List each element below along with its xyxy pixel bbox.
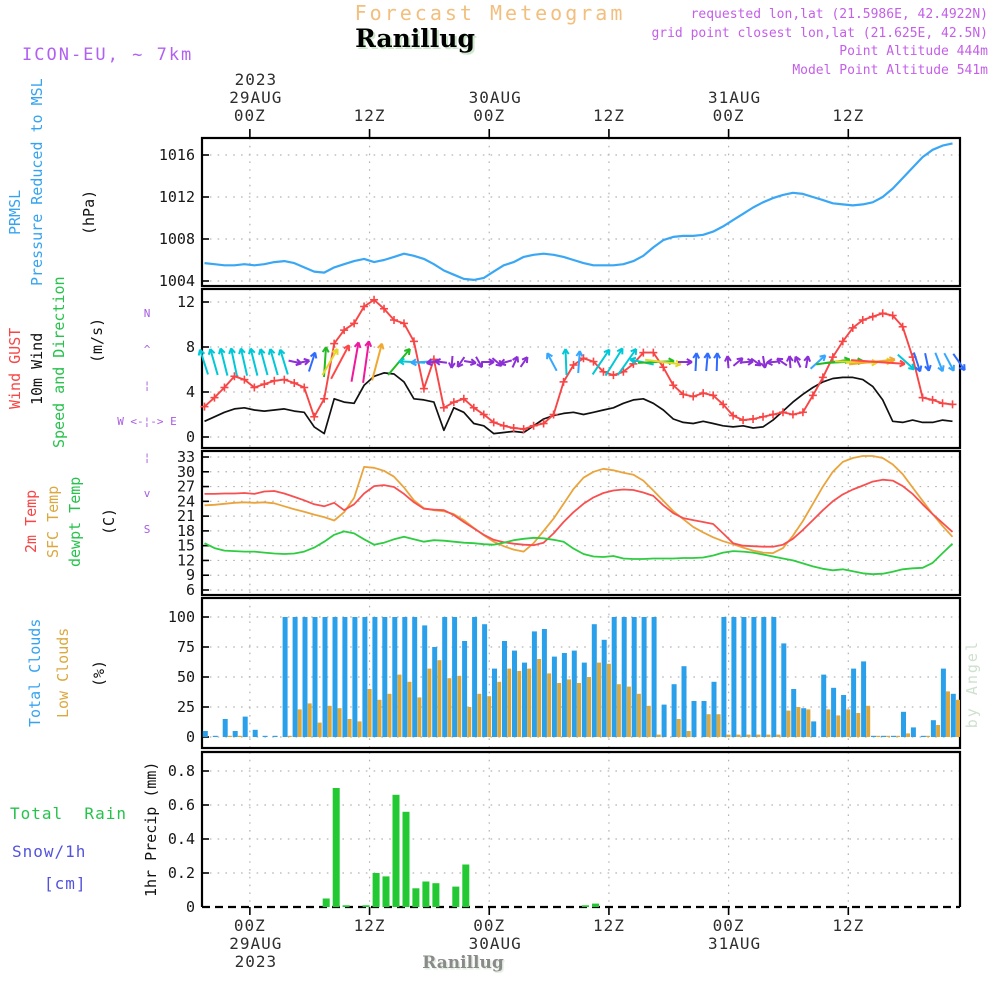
top-hour-label: 00Z	[473, 106, 506, 125]
svg-text:8: 8	[185, 338, 195, 356]
svg-text:1012: 1012	[158, 188, 195, 206]
precip-snow-label: Snow/1h	[12, 842, 87, 861]
bottom-day-label: 30AUG	[468, 934, 522, 953]
svg-text:75: 75	[176, 638, 195, 656]
svg-text:12: 12	[176, 293, 195, 311]
top-day-label: 30AUG	[468, 88, 522, 107]
top-day-label: 31AUG	[708, 88, 762, 107]
top-hour-label: 12Z	[832, 106, 865, 125]
svg-text:0.4: 0.4	[167, 830, 195, 848]
temp-dewpt-label: dewpt Temp	[66, 476, 84, 567]
compass-arrow-up-icon: ^	[143, 343, 151, 356]
model-point-altitude: Model Point Altitude 541m	[792, 62, 988, 78]
top-hour-label: 00Z	[712, 106, 745, 125]
svg-text:24: 24	[176, 492, 195, 511]
page-title: Forecast Meteogram	[354, 1, 626, 25]
svg-text:0: 0	[185, 728, 195, 746]
bottom-day-label: 31AUG	[708, 934, 762, 953]
svg-text:27: 27	[176, 477, 195, 496]
low-clouds-label: Low Clouds	[54, 627, 72, 719]
wind-unit: (m/s)	[88, 317, 106, 363]
bottom-year-label: 2023	[234, 952, 278, 971]
bottom-day-label: 29AUG	[229, 934, 283, 953]
watermark: by Angel	[963, 640, 981, 729]
bottom-hour-label: 12Z	[592, 916, 625, 935]
svg-text:15: 15	[176, 536, 195, 555]
station-title: Ranillug	[355, 24, 475, 53]
point-altitude: Point Altitude 444m	[839, 44, 988, 59]
compass-n: N	[143, 307, 151, 320]
clouds-unit: (%)	[90, 659, 108, 687]
svg-text:25: 25	[176, 698, 195, 716]
svg-text:0.8: 0.8	[167, 762, 195, 780]
temp-2m-label: 2m Temp	[22, 489, 40, 554]
svg-text:0: 0	[185, 428, 195, 446]
pressure-unit: (hPa)	[80, 189, 98, 235]
footer-station-label: Ranillug	[422, 953, 504, 973]
svg-text:6: 6	[185, 581, 195, 599]
total-clouds-label: Total Clouds	[26, 618, 44, 728]
top-hour-label: 12Z	[592, 106, 625, 125]
bottom-hour-label: 12Z	[353, 916, 386, 935]
precip-rain-label: Total Rain	[10, 804, 127, 823]
svg-text:1016: 1016	[158, 146, 195, 164]
bottom-hour-label: 00Z	[712, 916, 745, 935]
wind-10m-label: 10m Wind	[28, 332, 46, 405]
top-year-label: 2023	[234, 70, 278, 89]
svg-text:0.2: 0.2	[167, 864, 195, 882]
requested-lonlat: requested lon,lat (21.5986E, 42.4922N)	[690, 7, 988, 22]
svg-text:50: 50	[176, 668, 195, 686]
svg-text:12: 12	[176, 551, 195, 570]
pressure-label-1: PRMSL	[6, 189, 24, 235]
svg-text:100: 100	[167, 608, 195, 626]
svg-text:9: 9	[185, 566, 195, 585]
top-hour-label: 12Z	[353, 106, 386, 125]
wind-speeddir-label: Speed and Direction	[50, 276, 68, 448]
top-hour-label: 00Z	[233, 106, 266, 125]
svg-text:4: 4	[185, 383, 195, 401]
location-metadata	[651, 6, 988, 80]
grid-point-lonlat: grid point closest lon,lat (21.625E, 42.5N)	[651, 25, 988, 41]
top-day-label: 29AUG	[229, 88, 283, 107]
wind-gust-label: Wind GUST	[6, 327, 24, 410]
svg-text:0.6: 0.6	[167, 796, 195, 814]
bottom-hour-label: 00Z	[233, 916, 266, 935]
svg-text:1004: 1004	[158, 272, 195, 290]
svg-text:18: 18	[176, 521, 195, 540]
compass-bar-icon: ¦	[143, 451, 151, 464]
precip-axis-label: 1hr Precip (mm)	[142, 761, 160, 898]
svg-text:0: 0	[185, 898, 195, 916]
pressure-label-2: Pressure Reduced to MSL	[28, 78, 46, 286]
svg-text:33: 33	[176, 448, 195, 467]
svg-text:21: 21	[176, 507, 195, 526]
svg-text:1008: 1008	[158, 230, 195, 248]
compass-bar-icon: ¦	[143, 379, 151, 392]
precip-unit-label: [cm]	[44, 874, 87, 893]
bottom-hour-label: 12Z	[832, 916, 865, 935]
svg-text:30: 30	[176, 462, 195, 481]
temp-sfc-label: SFC Temp	[44, 485, 62, 558]
wind-compass	[92, 284, 202, 560]
compass-we-row: W <-¦-> E	[117, 415, 177, 428]
temp-unit: (C)	[100, 507, 118, 536]
compass-s: S	[143, 523, 151, 536]
compass-arrow-down-icon: v	[143, 487, 151, 500]
model-label: ICON-EU, ~ 7km	[22, 45, 194, 65]
bottom-hour-label: 00Z	[473, 916, 506, 935]
